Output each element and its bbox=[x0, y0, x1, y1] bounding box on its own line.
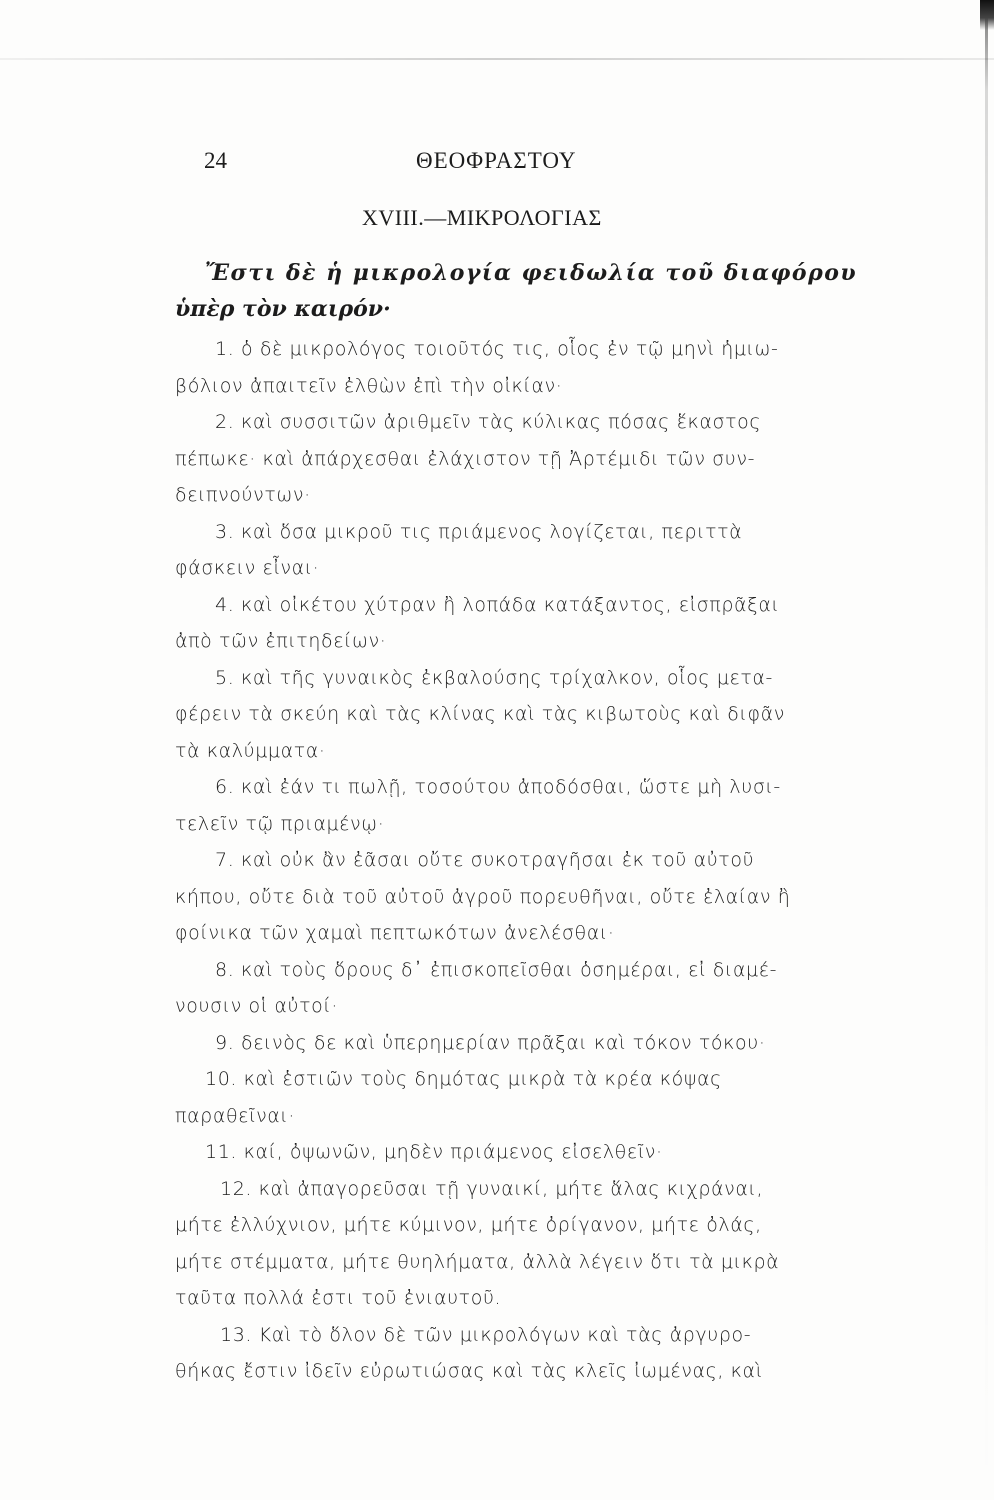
text-line: 2. καὶ συσσιτῶν ἀριθμεῖν τὰς κύλικας πόσας ἕκαστος bbox=[215, 411, 762, 433]
text-line: νουσιν οἱ αὐτοί· bbox=[175, 995, 338, 1017]
text-line: θήκας ἔστιν ἰδεῖν εὐρωτιώσας καὶ τὰς κλεῖς ἰωμένας, καὶ bbox=[175, 1360, 763, 1382]
text-line: τελεῖν τῷ πριαμένῳ· bbox=[175, 812, 385, 835]
scan-edge-right bbox=[985, 0, 988, 1500]
text-line: βόλιον ἀπαιτεῖν ἐλθὼν ἐπὶ τὴν οἰκίαν· bbox=[175, 374, 563, 397]
text-line: φάσκειν εἶναι· bbox=[175, 557, 320, 579]
text-line: δειπνούντων· bbox=[175, 484, 311, 506]
definition-line-1: Ἔστι δὲ ἡ μικρολογία φειδωλία τοῦ διαφόρου bbox=[205, 260, 858, 286]
definition bbox=[175, 255, 870, 327]
text-line: πέπωκε· καὶ ἀπάρχεσθαι ἐλάχιστον τῇ Ἀρτέμιδι τῶν συν- bbox=[175, 447, 756, 470]
text-line: μήτε ἐλλύχνιον, μήτε κύμινον, μήτε ὀρίγανον, μήτε ὀλάς, bbox=[175, 1214, 762, 1236]
text-line: τὰ καλύμματα· bbox=[175, 739, 326, 762]
text-line: 3. καὶ ὅσα μικροῦ τις πριάμενος λογίζεται, περιττὰ bbox=[215, 520, 743, 543]
text-line: 9. δεινὸς δε καὶ ὑπερημερίαν πρᾶξαι καὶ τόκον τόκου· bbox=[215, 1031, 766, 1054]
text-line: 8. καὶ τοὺς ὅρους δ᾽ ἐπισκοπεῖσθαι ὁσημέραι, εἰ διαμέ- bbox=[215, 958, 778, 981]
running-head bbox=[204, 148, 664, 182]
text-line: 6. καὶ ἐάν τι πωλῇ, τοσούτου ἀποδόσθαι, ὥστε μὴ λυσι- bbox=[215, 776, 781, 798]
text-line: 7. καὶ οὐκ ἂν ἐᾶσαι οὔτε συκοτραγῆσαι ἐκ τοῦ αὐτοῦ bbox=[215, 849, 755, 871]
running-title: ΘΕΟΦΡΑΣΤΟΥ bbox=[416, 148, 577, 173]
text-line: κήπου, οὔτε διὰ τοῦ αὐτοῦ ἀγροῦ πορευθῆναι, οὔτε ἐλαίαν ἢ bbox=[175, 885, 791, 908]
text-line: 5. καὶ τῆς γυναικὸς ἐκβαλούσης τρίχαλκον, οἷος μετα- bbox=[215, 666, 773, 689]
text-line: 1. ὁ δὲ μικρολόγος τοιοῦτός τις, οἷος ἐν τῷ μηνὶ ἡμιω- bbox=[215, 338, 779, 360]
text-line: 4. καὶ οἰκέτου χύτραν ἢ λοπάδα κατάξαντος, εἰσπρᾶξαι bbox=[215, 593, 780, 616]
chapter-title: XVIII.—ΜΙΚΡΟΛΟΓΙΑΣ bbox=[362, 205, 602, 230]
text-line: φοίνικα τῶν χαμαὶ πεπτωκότων ἀνελέσθαι· bbox=[175, 922, 615, 944]
text-line: παραθεῖναι· bbox=[175, 1104, 296, 1127]
scan-corner-mark bbox=[980, 0, 994, 30]
text-line: ἀπὸ τῶν ἐπιτηδείων· bbox=[175, 630, 387, 652]
text-line: ταῦτα πολλά ἐστι τοῦ ἐνιαυτοῦ. bbox=[175, 1287, 502, 1309]
text-line: 10. καὶ ἑστιῶν τοὺς δημότας μικρὰ τὰ κρέα κόψας bbox=[205, 1068, 722, 1090]
text-line: μήτε στέμματα, μήτε θυηλήματα, ἀλλὰ λέγειν ὅτι τὰ μικρὰ bbox=[175, 1250, 780, 1273]
text-line: 11. καί, ὀψωνῶν, μηδὲν πριάμενος εἰσελθεῖν· bbox=[205, 1141, 663, 1163]
text-line: φέρειν τὰ σκεύη καὶ τὰς κλίνας καὶ τὰς κιβωτοὺς καὶ διφᾶν bbox=[175, 703, 785, 725]
page-number: 24 bbox=[204, 148, 227, 173]
text-line: 13. Καὶ τὸ ὅλον δὲ τῶν μικρολόγων καὶ τὰς ἀργυρο- bbox=[220, 1323, 752, 1346]
body-text bbox=[175, 331, 865, 1390]
definition-line-2: ὑπὲρ τὸν καιρόν· bbox=[175, 296, 391, 322]
scan-edge-top bbox=[0, 58, 994, 60]
text-line: 12. καὶ ἀπαγορεῦσαι τῇ γυναικί, μήτε ἅλας κιχράναι, bbox=[220, 1177, 764, 1200]
